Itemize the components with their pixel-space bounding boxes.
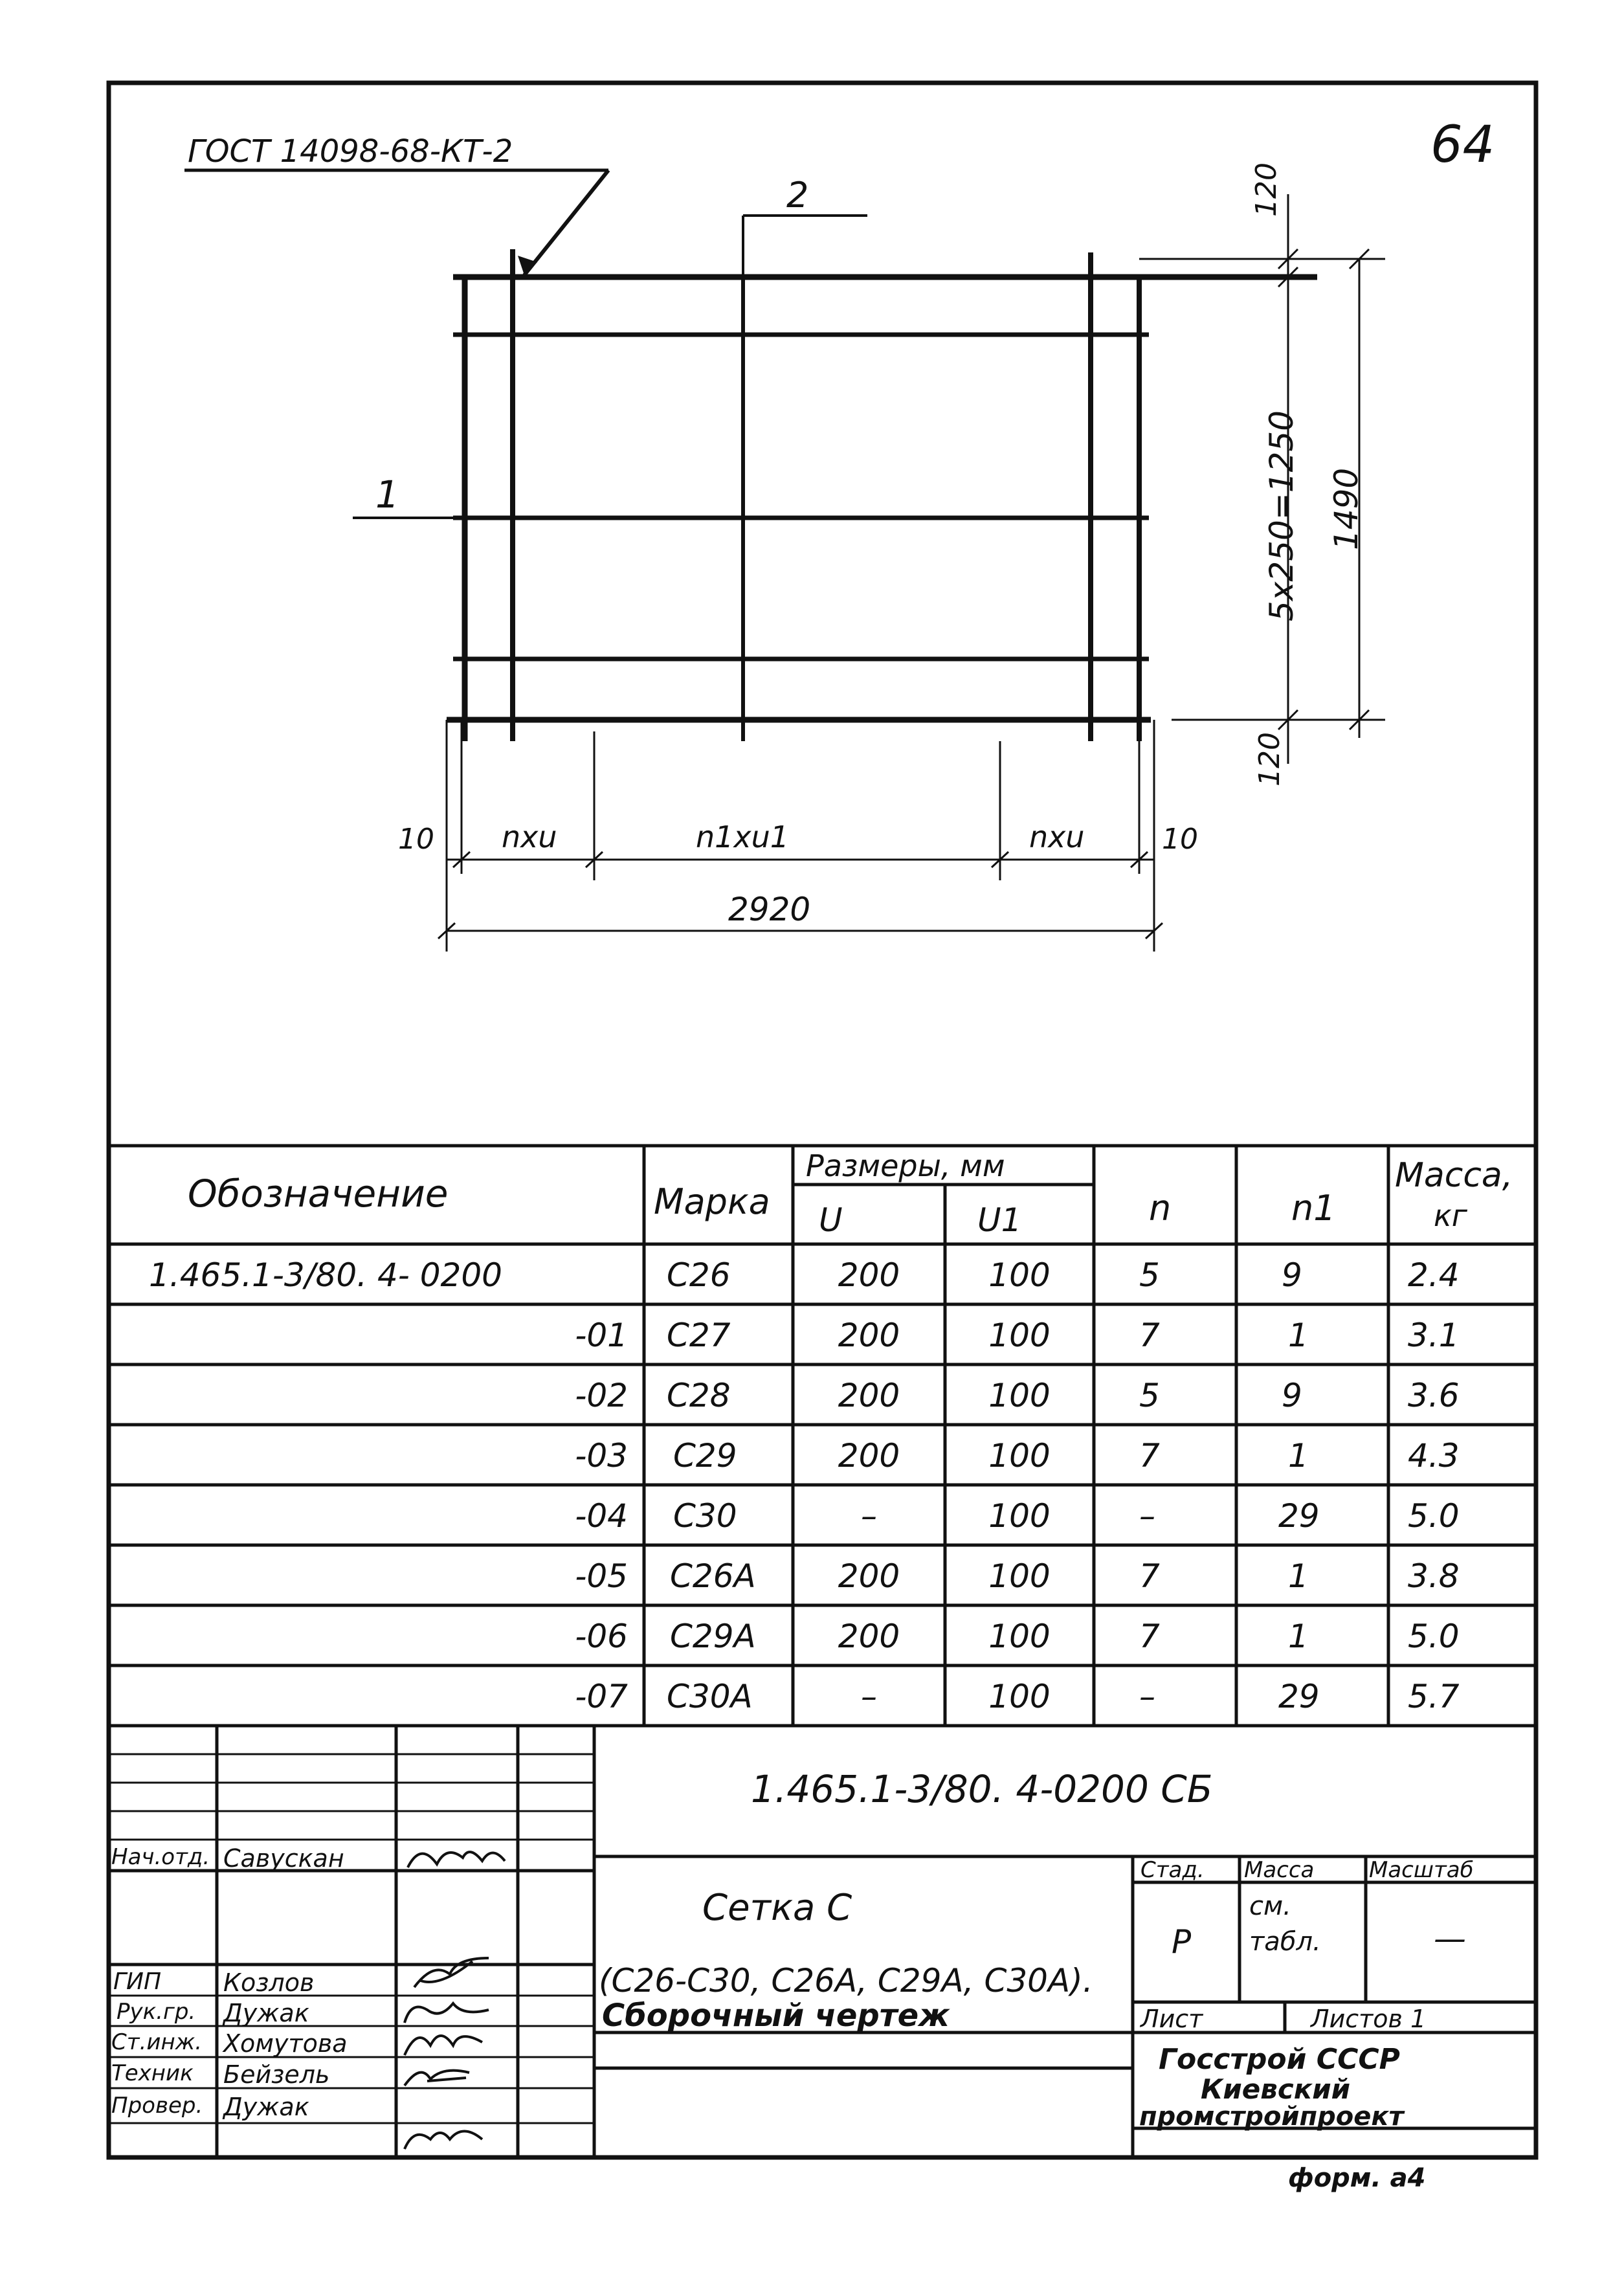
table-row-5-n1: 1	[1288, 1557, 1309, 1595]
table-row-4-n: –	[1139, 1497, 1155, 1535]
table-row-0-mass: 2.4	[1408, 1256, 1460, 1294]
dim-2920: 2920	[728, 891, 811, 928]
table-row-5-n: 7	[1139, 1557, 1160, 1595]
title-line-3: Сборочный чертеж	[602, 1998, 950, 2034]
table-row-0-n1: 9	[1282, 1256, 1302, 1294]
table-row-7-u1: 100	[988, 1678, 1051, 1715]
table-row-1-mark: С27	[667, 1317, 731, 1354]
gost-reference: ГОСТ 14098-68-КТ-2	[188, 133, 513, 170]
table-row-0-n: 5	[1139, 1256, 1160, 1294]
sheet-label: Лист	[1140, 2005, 1203, 2033]
signature-role-0: Нач.отд.	[111, 1844, 210, 1870]
table-row-2-designation: -02	[575, 1377, 628, 1414]
signature-name-4: Бейзель	[223, 2060, 330, 2089]
signature-role-5: Провер.	[111, 2093, 203, 2119]
table-row-4-n1: 29	[1278, 1497, 1320, 1535]
dim-5x250: 5х250=1250	[1263, 410, 1300, 621]
organization-line-3: промстройпроект	[1139, 2102, 1404, 2132]
stage-value: Р	[1172, 1923, 1192, 1961]
table-row-3-u: 200	[838, 1437, 900, 1475]
dim-left-10: 10	[398, 823, 434, 856]
table-row-1-u1: 100	[988, 1317, 1051, 1354]
table-row-2-mass: 3.6	[1408, 1377, 1460, 1414]
header-mass: Масса,	[1395, 1156, 1513, 1195]
header-mark: Марка	[654, 1181, 770, 1222]
dim-1490: 1490	[1328, 467, 1365, 550]
dim-nxu-left: nxu	[502, 819, 557, 854]
header-n1: n1	[1291, 1188, 1336, 1229]
table-row-1-mass: 3.1	[1408, 1317, 1460, 1354]
table-row-5-mass: 3.8	[1408, 1557, 1460, 1595]
table-row-5-u1: 100	[988, 1557, 1051, 1595]
table-row-0-mark: С26	[667, 1256, 731, 1294]
table-row-6-mark: С29А	[670, 1618, 756, 1655]
table-row-7-n1: 29	[1278, 1678, 1320, 1715]
table-row-1-designation: -01	[575, 1317, 628, 1354]
table-row-7-designation: -07	[575, 1678, 628, 1715]
header-sizes: Размеры, мм	[806, 1148, 1005, 1183]
table-row-2-n1: 9	[1282, 1377, 1302, 1414]
header-n: n	[1149, 1188, 1172, 1229]
table-row-6-mass: 5.0	[1408, 1618, 1460, 1655]
table-row-7-mass: 5.7	[1408, 1678, 1460, 1715]
signature-role-4: Техник	[111, 2060, 194, 2086]
table-row-4-designation: -04	[575, 1497, 628, 1535]
table-row-6-designation: -06	[575, 1618, 628, 1655]
table-row-2-n: 5	[1139, 1377, 1160, 1414]
position-1-label: 1	[375, 473, 399, 517]
table-row-4-u1: 100	[988, 1497, 1051, 1535]
dim-nxu-right: nxu	[1029, 819, 1085, 854]
stage-label: Стад.	[1140, 1857, 1205, 1883]
dim-bottom-120: 120	[1253, 732, 1286, 786]
signature-name-1: Козлов	[223, 1968, 315, 1997]
table-row-5-mark: С26А	[670, 1557, 756, 1595]
table-row-4-u: –	[861, 1497, 877, 1535]
table-row-4-mass: 5.0	[1408, 1497, 1460, 1535]
dim-top-120: 120	[1250, 162, 1283, 217]
mass-value-line-2: табл.	[1249, 1927, 1321, 1957]
mass-label: Масса	[1244, 1857, 1315, 1883]
table-row-0-u1: 100	[988, 1256, 1051, 1294]
table-row-1-n1: 1	[1288, 1317, 1309, 1354]
signature-name-5: Дужак	[223, 2093, 309, 2121]
header-designation: Обозначение	[188, 1172, 449, 1216]
table-row-0-designation: 1.465.1-3/80. 4- 0200	[149, 1256, 502, 1294]
table-row-2-u1: 100	[988, 1377, 1051, 1414]
header-u: U	[819, 1201, 843, 1239]
signature-marks	[405, 1852, 505, 2149]
table-row-2-mark: С28	[667, 1377, 731, 1414]
signature-name-2: Дужак	[223, 1999, 309, 2027]
table-row-7-u: –	[861, 1678, 877, 1715]
table-row-6-u1: 100	[988, 1618, 1051, 1655]
table-row-7-mark: С30А	[667, 1678, 753, 1715]
scale-value: —	[1434, 1920, 1466, 1957]
header-u1: U1	[977, 1201, 1022, 1239]
table-row-3-mark: С29	[673, 1437, 737, 1475]
table-row-3-n: 7	[1139, 1437, 1160, 1475]
table-row-3-designation: -03	[575, 1437, 628, 1475]
document-code: 1.465.1-3/80. 4-0200 СБ	[751, 1767, 1213, 1811]
organization-line-1: Госстрой СССР	[1159, 2043, 1400, 2076]
page-number: 64	[1430, 116, 1495, 174]
table-row-5-designation: -05	[575, 1557, 628, 1595]
signature-name-0: Савускан	[223, 1844, 344, 1873]
table-row-7-n: –	[1139, 1678, 1155, 1715]
scale-label: Масштаб	[1369, 1857, 1474, 1883]
table-row-2-u: 200	[838, 1377, 900, 1414]
signature-name-3: Хомутова	[223, 2029, 348, 2058]
title-line-2: (С26-С30, С26А, С29А, С30А).	[599, 1962, 1093, 1999]
signature-role-2: Рук.гр.	[117, 1999, 196, 2025]
table-row-6-n: 7	[1139, 1618, 1160, 1655]
organization-line-2: Киевский	[1201, 2073, 1351, 2105]
table-row-1-u: 200	[838, 1317, 900, 1354]
dim-n1xu1: n1xu1	[696, 819, 790, 854]
format-strip: форм. а4	[1288, 2163, 1426, 2193]
table-row-6-n1: 1	[1288, 1618, 1309, 1655]
table-row-4-mark: С30	[673, 1497, 737, 1535]
table-row-3-n1: 1	[1288, 1437, 1309, 1475]
signature-role-1: ГИП	[113, 1968, 162, 1995]
table-row-3-mass: 4.3	[1408, 1437, 1460, 1475]
table-row-5-u: 200	[838, 1557, 900, 1595]
table-row-6-u: 200	[838, 1618, 900, 1655]
header-mass-unit: кг	[1434, 1198, 1467, 1233]
signature-role-3: Ст.инж.	[111, 2029, 203, 2055]
dim-right-10: 10	[1162, 823, 1198, 856]
table-row-0-u: 200	[838, 1256, 900, 1294]
title-line-1: Сетка С	[702, 1887, 852, 1929]
table-row-1-n: 7	[1139, 1317, 1160, 1354]
mass-value-line-1: см.	[1249, 1891, 1291, 1921]
position-2-label: 2	[786, 175, 809, 216]
table-row-3-u1: 100	[988, 1437, 1051, 1475]
sheets-count-label: Листов 1	[1311, 2005, 1427, 2033]
